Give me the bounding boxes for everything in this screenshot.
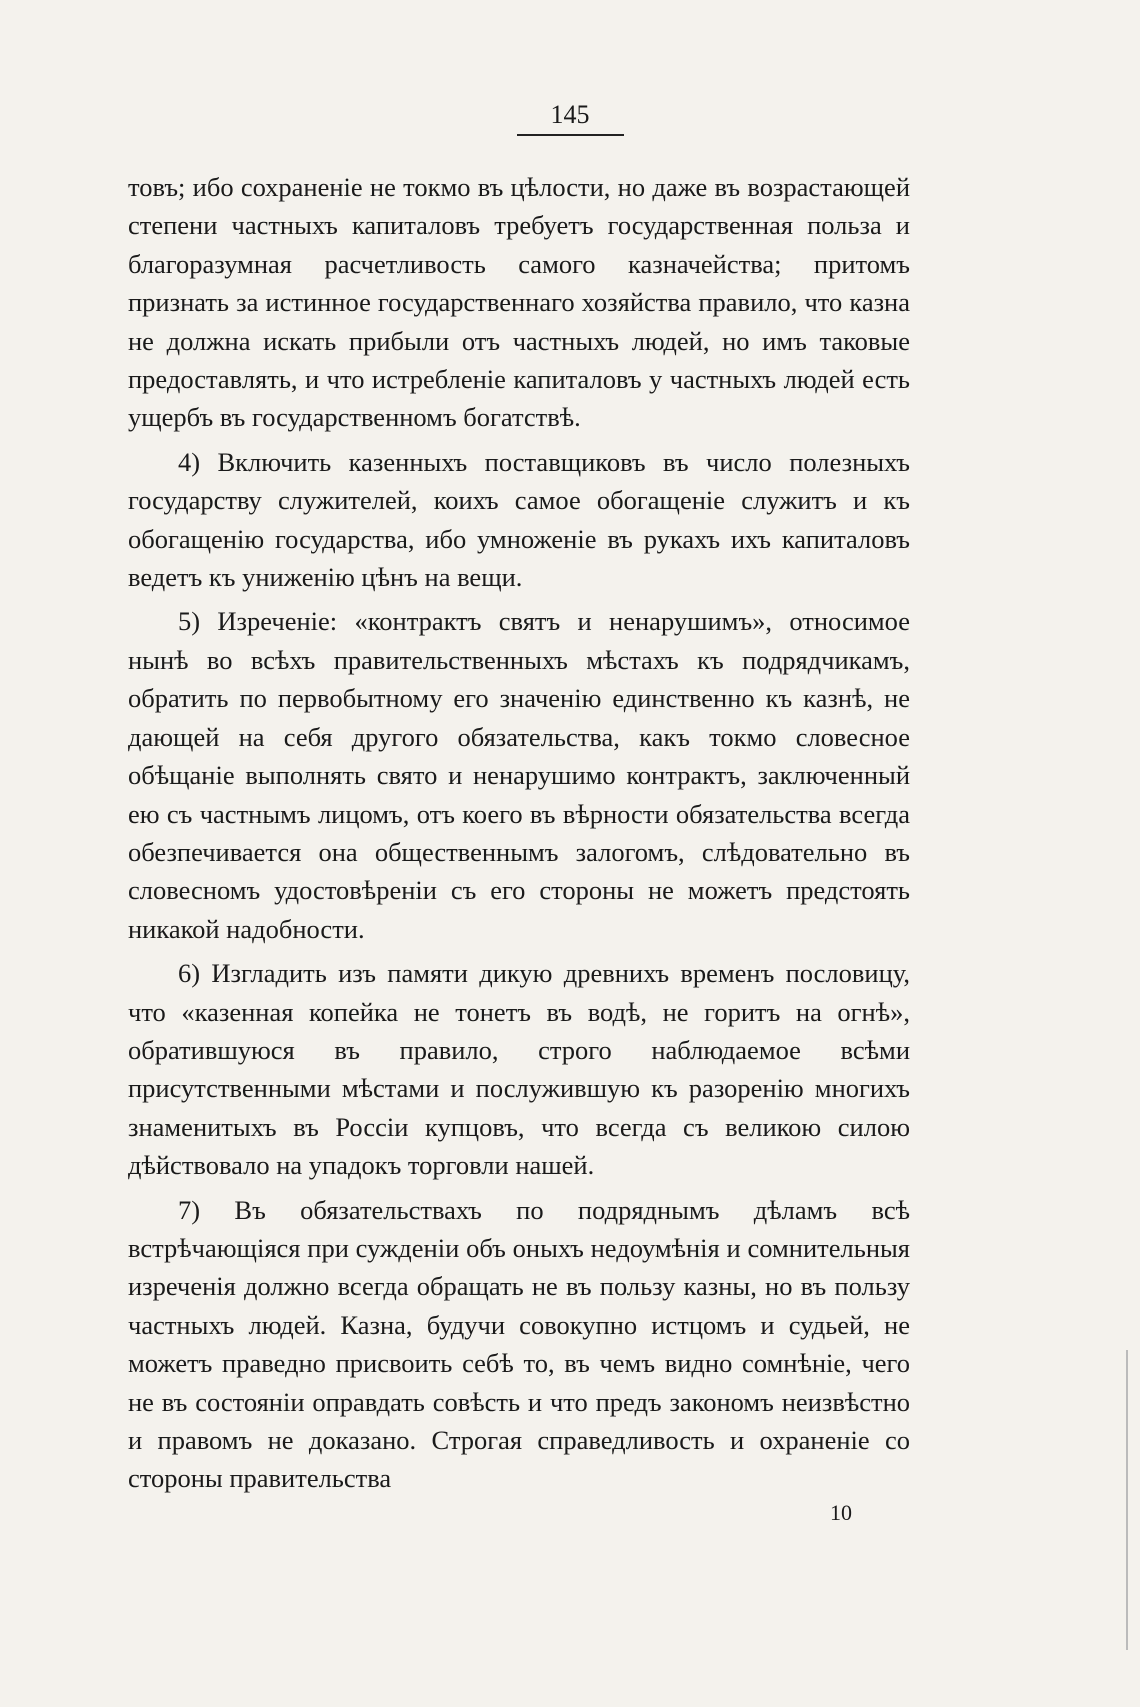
paragraph-continuation: товъ; ибо сохраненіе не токмо въ цѣлости, но даже въ возрастающей степени частныхъ капиталовъ требуетъ государственная польза и благоразумная расчетливость самого казначейства; притомъ признать за истинное государственнаго хозяйства правило, что казна не должна искать прибыли отъ частныхъ людей, но имъ таковые предоставлять, и что истребленіе капиталовъ у частныхъ людей есть ущербъ въ государственномъ богатствѣ. [128,172,910,433]
paragraph-item-7: 7) Въ обязательствахъ по подряднымъ дѣламъ всѣ встрѣчающіяся при сужденіи объ оныхъ недоумѣнія и сомнительныя изреченія должно всегда обращать не въ пользу казны, но въ пользу частныхъ людей. Казна, будучи совокупно истцомъ и судьей, не можетъ праведно присвоить себѣ то, въ чемъ видно сомнѣніе, чего не въ состояніи оправдать совѣсть и что предъ закономъ неизвѣстно и правомъ не доказано. Строгая справедливость и охраненіе со стороны правительства [128,1194,910,1494]
paragraph-item-5: 5) Изреченіе: «контрактъ святъ и ненарушимъ», относимое нынѣ во всѣхъ правительственныхъ мѣстахъ къ подрядчикамъ, обратить по первобытному его значенію единственно къ казнѣ, не дающей на себя другого обязательства, какъ токмо словесное обѣщаніе выполнять свято и ненарушимо контрактъ, заключенный ею съ частнымъ лицомъ, отъ коего въ вѣрности обязательства всегда обезпечивается она общественнымъ залогомъ, слѣдовательно въ словесномъ удостовѣреніи съ его стороны не можетъ предстоять никакой надобности. [128,606,910,944]
page-edge-line [1126,1350,1128,1650]
body-text [128,168,910,1504]
page-header [0,100,1140,136]
paragraph-item-6: 6) Изгладить изъ памяти дикую древнихъ временъ пословицу, что «казенная копейка не тонетъ въ водѣ, не горитъ на огнѣ», обратившуюся въ правило, строго наблюдаемое всѣми присутственными мѣстами и послужившую къ разоренію многихъ знаменитыхъ въ Россіи купцовъ, что всегда съ великою силою дѣйствовало на упадокъ торговли нашей. [128,958,910,1181]
page-number: 145 [517,100,624,136]
paragraph-item-4: 4) Включить казенныхъ поставщиковъ въ число полезныхъ государству служителей, коихъ самое обогащеніе служитъ и къ обогащенію государства, ибо умноженіе въ рукахъ ихъ капиталовъ ведетъ къ униженію цѣнъ на вещи. [128,446,910,593]
signature-mark: 10 [830,1500,852,1525]
